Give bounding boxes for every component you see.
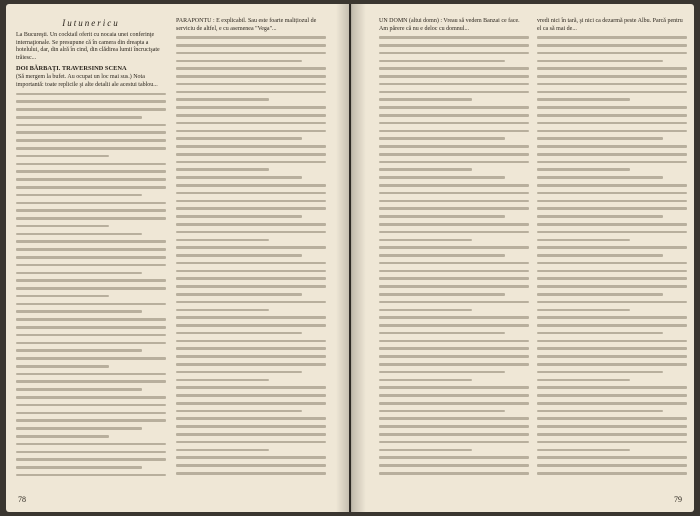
left-page	[6, 4, 349, 512]
text-line	[537, 161, 687, 164]
text-line	[537, 472, 687, 475]
text-line	[379, 410, 505, 413]
text-line	[16, 256, 166, 259]
text-line	[537, 75, 687, 78]
text-line	[379, 223, 529, 226]
text-line	[176, 417, 326, 420]
text-line	[176, 75, 326, 78]
chapter-title: Iutunericu	[62, 18, 120, 28]
right-page-column-2	[537, 18, 687, 480]
text-line	[537, 67, 687, 70]
dialogue-paragraph: PARAPONTU : E explicabil. Sau este foarte malițiozul de serviciu de altfel, e cu asemenea "Vega"...	[176, 18, 317, 32]
text-line	[16, 373, 166, 376]
text-line	[176, 231, 326, 234]
text-line	[379, 239, 472, 242]
text-line	[379, 98, 472, 101]
text-line	[16, 466, 142, 469]
text-line	[176, 239, 269, 242]
text-line	[176, 332, 302, 335]
text-line	[537, 91, 687, 94]
text-line	[537, 355, 687, 358]
text-line	[16, 334, 166, 337]
text-line	[176, 402, 326, 405]
text-line	[537, 262, 687, 265]
text-line	[379, 215, 505, 218]
text-line	[16, 225, 109, 228]
text-line	[537, 130, 687, 133]
text-line	[379, 355, 529, 358]
text-line	[379, 52, 529, 55]
text-line	[176, 379, 269, 382]
text-line	[537, 324, 687, 327]
text-line	[537, 277, 687, 280]
text-line	[537, 83, 687, 86]
text-line	[379, 262, 529, 265]
text-line	[537, 52, 687, 55]
text-line	[379, 309, 472, 312]
text-line	[379, 449, 472, 452]
dialogue-paragraph: UN DOMN (altui domn) : Vreau să vedem Banzai ce face. Am părere că nu e deloc cu domnul...	[379, 18, 520, 32]
text-line	[537, 231, 687, 234]
text-line	[537, 433, 687, 436]
text-line	[16, 412, 166, 415]
text-line	[176, 215, 302, 218]
text-line	[16, 100, 166, 103]
text-line	[176, 277, 326, 280]
text-line	[176, 262, 326, 265]
text-line	[176, 410, 302, 413]
text-line	[176, 254, 302, 257]
text-line	[176, 433, 326, 436]
text-line	[176, 168, 269, 171]
text-line	[537, 98, 630, 101]
text-line	[379, 371, 505, 374]
text-line	[379, 340, 529, 343]
text-line	[176, 472, 326, 475]
text-line	[537, 441, 687, 444]
text-line	[537, 36, 687, 39]
text-line	[379, 464, 529, 467]
right-page-column-1	[379, 18, 529, 480]
text-line	[537, 207, 687, 210]
text-line	[176, 293, 302, 296]
text-line	[379, 200, 529, 203]
text-line	[16, 435, 109, 438]
text-line	[537, 347, 687, 350]
text-line	[176, 98, 269, 101]
illegible-text-lines	[176, 36, 326, 474]
text-line	[379, 324, 529, 327]
text-line	[379, 270, 529, 273]
text-line	[176, 176, 302, 179]
text-line	[16, 303, 166, 306]
text-line	[16, 287, 166, 290]
text-line	[176, 106, 326, 109]
text-line	[379, 316, 529, 319]
text-line	[176, 340, 326, 343]
text-line	[537, 168, 630, 171]
text-line	[379, 277, 529, 280]
text-line	[176, 130, 326, 133]
text-line	[379, 75, 529, 78]
text-line	[537, 449, 630, 452]
text-line	[16, 396, 166, 399]
text-line	[16, 131, 166, 134]
text-line	[176, 67, 326, 70]
text-line	[16, 474, 166, 477]
text-line	[537, 114, 687, 117]
text-line	[379, 145, 529, 148]
text-line	[379, 379, 472, 382]
open-book	[6, 4, 694, 512]
text-line	[379, 293, 505, 296]
text-line	[537, 246, 687, 249]
text-line	[16, 194, 142, 197]
text-line	[16, 178, 166, 181]
text-line	[176, 464, 326, 467]
text-line	[379, 441, 529, 444]
text-line	[537, 379, 630, 382]
text-line	[379, 106, 529, 109]
text-line	[176, 371, 302, 374]
text-line	[176, 122, 326, 125]
text-line	[537, 464, 687, 467]
text-line	[176, 200, 326, 203]
page-number: 78	[18, 495, 26, 504]
text-line	[16, 404, 166, 407]
text-line	[16, 295, 109, 298]
text-line	[176, 285, 326, 288]
text-line	[379, 122, 529, 125]
text-line	[176, 425, 326, 428]
text-line	[176, 456, 326, 459]
text-line	[379, 347, 529, 350]
text-line	[176, 223, 326, 226]
text-line	[16, 458, 166, 461]
text-line	[16, 202, 166, 205]
text-line	[379, 184, 529, 187]
text-line	[16, 380, 166, 383]
text-line	[537, 153, 687, 156]
text-line	[176, 386, 326, 389]
right-page	[351, 4, 694, 512]
text-line	[176, 441, 326, 444]
text-line	[537, 239, 630, 242]
text-line	[379, 153, 529, 156]
dialogue-paragraph: vredi nici în tară, şi nici ca dezarmă peste Albu. Parcă pentru el ca să mai de...	[537, 18, 683, 32]
text-line	[176, 137, 302, 140]
text-line	[537, 44, 687, 47]
illegible-text-lines	[537, 36, 687, 474]
text-line	[16, 139, 166, 142]
text-line	[537, 425, 687, 428]
text-line	[379, 363, 529, 366]
text-line	[176, 301, 326, 304]
text-line	[176, 60, 302, 63]
text-line	[176, 91, 326, 94]
text-line	[537, 394, 687, 397]
text-line	[537, 192, 687, 195]
text-line	[16, 209, 166, 212]
text-line	[379, 168, 472, 171]
text-line	[176, 246, 326, 249]
text-line	[16, 155, 109, 158]
text-line	[379, 44, 529, 47]
text-line	[379, 472, 529, 475]
text-line	[379, 246, 529, 249]
text-line	[379, 176, 505, 179]
text-line	[176, 44, 326, 47]
text-line	[16, 240, 166, 243]
text-line	[379, 386, 529, 389]
text-line	[176, 52, 326, 55]
text-line	[176, 161, 326, 164]
text-line	[16, 388, 142, 391]
text-line	[16, 108, 166, 111]
text-line	[176, 449, 269, 452]
text-line	[16, 451, 166, 454]
text-line	[16, 419, 166, 422]
text-line	[537, 332, 663, 335]
text-line	[16, 318, 166, 321]
text-line	[379, 36, 529, 39]
text-line	[379, 137, 505, 140]
text-line	[379, 301, 529, 304]
text-line	[379, 417, 529, 420]
text-line	[16, 443, 166, 446]
text-line	[176, 363, 326, 366]
text-line	[379, 285, 529, 288]
text-line	[16, 365, 109, 368]
text-line	[16, 116, 142, 119]
text-line	[537, 254, 663, 257]
text-line	[537, 417, 687, 420]
text-line	[176, 36, 326, 39]
text-line	[176, 309, 269, 312]
text-line	[379, 456, 529, 459]
text-line	[379, 114, 529, 117]
text-line	[16, 163, 166, 166]
text-line	[16, 248, 166, 251]
text-line	[176, 347, 326, 350]
text-line	[537, 223, 687, 226]
text-line	[537, 106, 687, 109]
text-line	[379, 332, 505, 335]
text-line	[176, 324, 326, 327]
text-line	[379, 433, 529, 436]
text-line	[537, 340, 687, 343]
text-line	[16, 93, 166, 96]
text-line	[176, 192, 326, 195]
text-line	[379, 207, 529, 210]
text-line	[537, 410, 663, 413]
left-page-column-2	[176, 18, 326, 480]
text-line	[537, 145, 687, 148]
text-line	[537, 137, 663, 140]
text-line	[379, 60, 505, 63]
text-line	[537, 309, 630, 312]
text-line	[379, 192, 529, 195]
text-line	[379, 161, 529, 164]
text-line	[379, 83, 529, 86]
text-line	[537, 316, 687, 319]
text-line	[537, 301, 687, 304]
text-line	[16, 147, 166, 150]
text-line	[16, 310, 142, 313]
text-line	[379, 130, 529, 133]
text-line	[16, 264, 166, 267]
text-line	[176, 355, 326, 358]
text-line	[16, 342, 166, 345]
text-line	[16, 357, 166, 360]
text-line	[379, 394, 529, 397]
text-line	[16, 170, 166, 173]
text-line	[16, 217, 166, 220]
text-line	[16, 326, 166, 329]
text-line	[537, 456, 687, 459]
text-line	[537, 293, 663, 296]
text-line	[176, 83, 326, 86]
text-line	[537, 371, 663, 374]
text-line	[537, 122, 687, 125]
text-line	[537, 184, 687, 187]
text-line	[176, 145, 326, 148]
text-line	[16, 427, 142, 430]
text-line	[16, 186, 166, 189]
text-line	[176, 184, 326, 187]
text-line	[176, 114, 326, 117]
text-line	[379, 254, 505, 257]
text-line	[379, 402, 529, 405]
text-line	[537, 176, 663, 179]
page-number: 79	[674, 495, 682, 504]
section-heading: DOI BĂRBAŢI. TRAVERSIND SCENA	[16, 65, 127, 73]
text-line	[16, 124, 166, 127]
text-line	[176, 207, 326, 210]
text-line	[537, 200, 687, 203]
text-line	[537, 215, 663, 218]
text-line	[537, 386, 687, 389]
text-line	[379, 91, 529, 94]
text-line	[537, 60, 663, 63]
illegible-text-lines	[379, 36, 529, 474]
text-line	[176, 394, 326, 397]
text-line	[176, 316, 326, 319]
text-line	[537, 285, 687, 288]
text-line	[16, 272, 142, 275]
text-line	[16, 233, 142, 236]
text-line	[176, 270, 326, 273]
text-line	[379, 231, 529, 234]
text-line	[537, 363, 687, 366]
illegible-text-lines	[16, 93, 166, 477]
text-line	[379, 425, 529, 428]
intro-paragraph: La Bucureşti. Un cocktail oferit cu nocaia unei conferinţe internaţionale. Se presupune că în camera din dreapta a hotelului, dar, din alră în cind, din clădirea lumii încrucişate trăiesc...	[16, 32, 160, 61]
text-line	[537, 270, 687, 273]
text-line	[176, 153, 326, 156]
text-line	[379, 67, 529, 70]
text-line	[16, 349, 142, 352]
left-page-column-1	[16, 18, 166, 482]
text-line	[537, 402, 687, 405]
text-line	[16, 279, 166, 282]
section-paragraph: (Să mergem la bufet. Au ocupat un loc mai sus.) Nota importantă: toate replicile şi alte detalii ale acestui tablou...	[16, 74, 158, 88]
